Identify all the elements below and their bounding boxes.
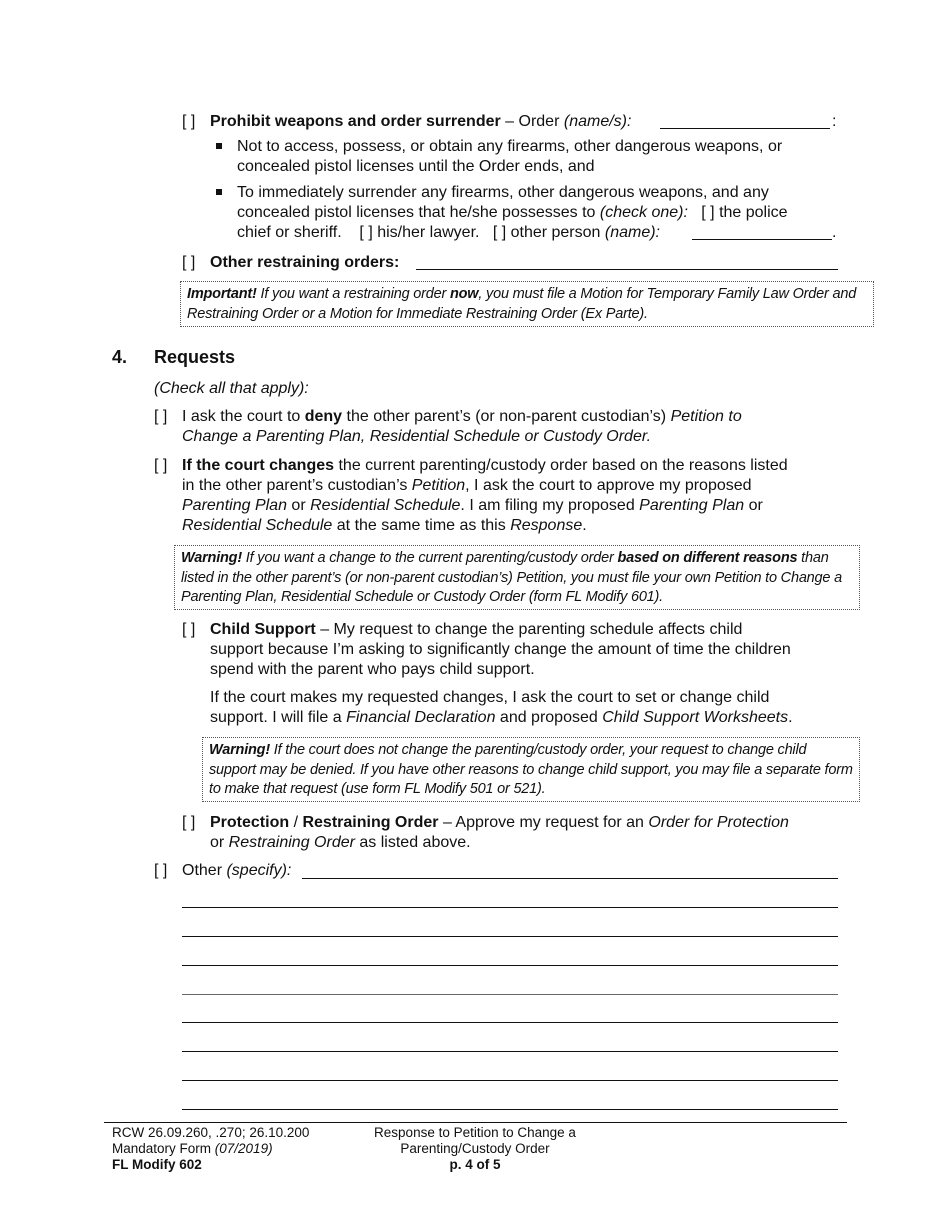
protection-checkbox[interactable]: [ ] <box>182 814 196 831</box>
weapons-heading: [ ] Prohibit weapons and order surrender – Order (name/s): <box>182 113 632 130</box>
footer-divider <box>104 1122 847 1123</box>
warning-box-different-reasons: Warning! If you want a change to the current parenting/custody order based on different reasons than listed in the other parent’s (or non-parent custodian’s) Petition, you must file your own Petition to Change a Parenting Plan, Residential Schedule or Custody Order (form FL Modify 601). <box>174 545 860 610</box>
weapons-title: Prohibit weapons and order surrender <box>210 113 501 130</box>
footer-center <box>360 1125 590 1173</box>
writing-line[interactable] <box>182 994 838 995</box>
warning-lead-2: Warning! <box>209 742 270 758</box>
writing-line[interactable] <box>182 936 838 937</box>
other-restraining-blank[interactable] <box>416 269 838 270</box>
other-person-blank[interactable] <box>692 239 832 240</box>
other-restraining-checkbox[interactable]: [ ] <box>182 254 196 271</box>
footer-form-id: FL Modify 602 <box>112 1157 202 1172</box>
changes-checkbox[interactable]: [ ] <box>154 457 168 474</box>
weapons-period: . <box>832 224 837 241</box>
weapons-bullet-2-line-3: chief or sheriff. [ ] his/her lawyer. [ ] other person (name): <box>237 224 660 241</box>
child-support-checkbox[interactable]: [ ] <box>182 621 196 638</box>
weapons-checkbox[interactable]: [ ] <box>182 113 196 130</box>
other-person-option[interactable]: [ ] other person <box>492 224 605 241</box>
footer-mandatory: Mandatory Form (07/2019) <box>112 1141 273 1156</box>
weapons-colon: : <box>832 113 837 130</box>
footer-left <box>112 1125 309 1173</box>
writing-line[interactable] <box>182 1080 838 1081</box>
bullet-2 <box>216 189 222 195</box>
protection-text: Protection / Restraining Order – Approve my request for an Order for Protection or Restraining Order as listed above. <box>210 814 789 851</box>
section-instruction: (Check all that apply): <box>154 380 309 397</box>
weapons-bullet-1: Not to access, possess, or obtain any firearms, other dangerous weapons, or concealed pistol licenses until the Order ends, and <box>237 138 783 175</box>
other-restraining-row <box>182 253 399 273</box>
writing-line[interactable] <box>182 965 838 966</box>
footer-title-2: Parenting/Custody Order <box>400 1141 550 1156</box>
section-title: Requests <box>154 347 236 367</box>
deny-text: I ask the court to deny the other parent’s (or non-parent custodian’s) Petition to Change a Parenting Plan, Residential Schedule or Custody Order. <box>182 408 742 445</box>
writing-line[interactable] <box>182 907 838 908</box>
weapons-bullet-2-line-1: To immediately surrender any firearms, other dangerous weapons, and any <box>237 184 769 201</box>
important-notice-box: Important! If you want a restraining order now, you must file a Motion for Temporary Family Law Order and Restraining Order or a Motion for Immediate Restraining Order (Ex Parte). <box>180 281 874 327</box>
warning-lead: Warning! <box>181 550 242 566</box>
lawyer-option[interactable]: [ ] his/her lawyer. <box>359 224 480 241</box>
other-restraining-label: Other restraining orders: <box>210 254 400 271</box>
important-lead: Important! <box>187 286 257 302</box>
writing-line[interactable] <box>182 1109 838 1110</box>
footer-title-1: Response to Petition to Change a <box>374 1125 576 1140</box>
warning-box-child-support: Warning! If the court does not change the parenting/custody order, your request to change child support may be denied. If you have other reasons to change child support, you may file a separate form to make that request (use form FL Modify 501 or 521). <box>202 737 860 802</box>
footer-rcw: RCW 26.09.260, .270; 26.10.200 <box>112 1125 310 1140</box>
writing-line[interactable] <box>182 1022 838 1023</box>
child-support-text: Child Support – My request to change the parenting schedule affects child support because I’m asking to significantly change the amount of time the children spend with the parent who pays child support. If the court makes my requested changes, I ask the court to set or change child support. I will file a Financial Declaration and proposed Child Support Worksheets. <box>210 621 793 726</box>
police-option[interactable]: [ ] the police <box>701 204 788 221</box>
other-specify-row: [ ] Other (specify): <box>154 862 292 879</box>
other-specify-checkbox[interactable]: [ ] <box>154 862 168 879</box>
section-number: 4. <box>112 347 128 367</box>
bullet-1 <box>216 143 222 149</box>
footer-page-number: p. 4 of 5 <box>449 1157 501 1172</box>
weapons-names-blank[interactable] <box>660 128 830 129</box>
writing-line[interactable] <box>182 1051 838 1052</box>
weapons-bullet-2-line-2: concealed pistol licenses that he/she possesses to (check one): [ ] the police <box>237 204 788 221</box>
deny-checkbox[interactable]: [ ] <box>154 408 168 425</box>
changes-text: If the court changes the current parenting/custody order based on the reasons listed in the other parent’s custodian’s Petition, I ask the court to approve my proposed Parenting Plan or Residential Schedule. I am filing my proposed Parenting Plan or Residential Schedule at the same time as this Response. <box>182 457 788 534</box>
other-specify-blank[interactable] <box>302 878 838 879</box>
